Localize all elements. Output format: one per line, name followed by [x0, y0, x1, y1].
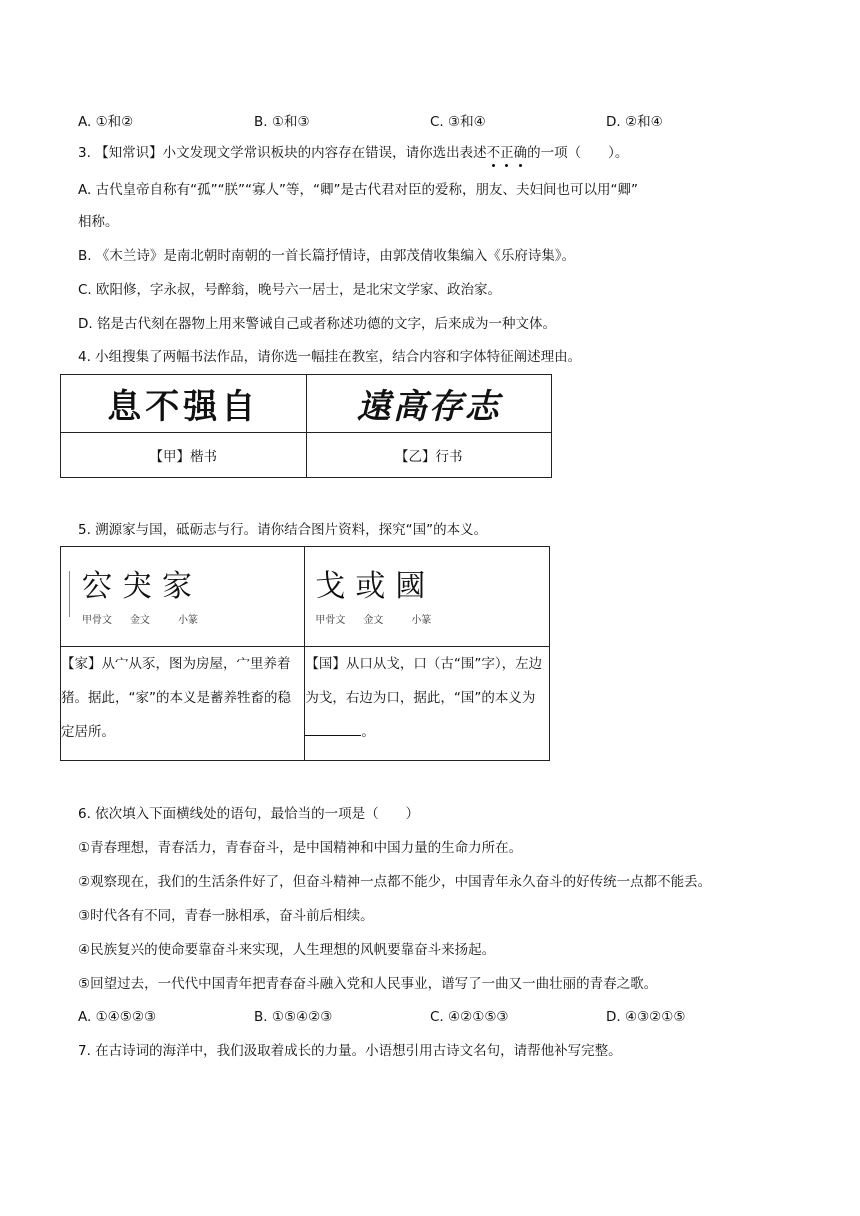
guo-meaning [305, 647, 550, 761]
script-labels [315, 611, 549, 626]
q3-option-c[interactable]: C. 欧阳修，字永叔，号醉翁，晚号六一居士，是北宋文学家、政治家。 [78, 282, 502, 298]
q3-option-b[interactable]: B. 《木兰诗》是南北朝时南朝的一首长篇抒情诗，由郭茂倩收集编入《乐府诗集》。 [78, 248, 576, 264]
q5-stem: 5. 溯源家与国，砥砺志与行。请你结合图片资料，探究“国”的本义。 [78, 522, 488, 538]
jia-evolution-cell [61, 547, 305, 647]
q6-sentence-4: ④民族复兴的使命要靠奋斗来实现，人生理想的风帆要靠奋斗来扬起。 [78, 942, 496, 958]
q6-option-c[interactable]: C. ④②①⑤③ [430, 1009, 509, 1025]
label-bronze: 金文 [363, 615, 384, 626]
q2-option-c[interactable]: C. ③和④ [430, 114, 486, 130]
jia-seal-glyphs: 㝐宊家 [82, 569, 202, 604]
label-bronze: 金文 [130, 615, 150, 626]
script-labels [82, 611, 226, 626]
q3-stem-end: 的一项（ ）。 [527, 145, 629, 161]
calligraphy-work-b: 遠高存志 [306, 375, 552, 433]
q2-option-d[interactable]: D. ②和④ [606, 114, 663, 130]
guo-meaning-end: 。 [361, 724, 375, 740]
calligraphy-work-a: 息不强自 [61, 375, 307, 433]
jia-meaning: 【家】从宀从豕，图为房屋，宀里养着猪。据此，“家”的本义是蓄养牲畜的稳定居所。 [61, 647, 305, 761]
emphasis-char: 不 [486, 145, 501, 161]
q3-stem [78, 143, 628, 163]
calligraphy-table [60, 374, 552, 478]
q6-option-d[interactable]: D. ④③②①⑤ [606, 1009, 686, 1025]
caption-a: 【甲】楷书 [61, 433, 307, 478]
q6-stem: 6. 依次填入下面横线处的语句，最恰当的一项是（ ） [78, 806, 420, 822]
q7-stem: 7. 在古诗词的海洋中，我们汲取着成长的力量。小语想引用古诗文名句，请帮他补写完整。 [78, 1043, 622, 1059]
answer-blank[interactable] [305, 723, 361, 736]
label-oracle: 甲骨文 [82, 615, 112, 626]
q6-sentence-3: ③时代各有不同，青春一脉相承，奋斗前后相续。 [78, 908, 374, 924]
q6-option-b[interactable]: B. ①⑤④②③ [254, 1009, 333, 1025]
emphasis-char: 正 [500, 145, 514, 161]
guo-evolution-cell [305, 547, 550, 647]
guo-seal-glyphs: 戈或國 [315, 569, 436, 604]
q6-sentence-5: ⑤回望过去，一代代中国青年把青春奋斗融入党和人民事业，谱写了一曲又一曲壮丽的青春之歌。 [78, 976, 658, 992]
guo-meaning-text: 【国】从口从戈，口（古“围”字），左边为戈，右边为口，据此，“国”的本义为 [305, 656, 543, 706]
caption-b: 【乙】行书 [306, 433, 552, 478]
label-seal: 小篆 [411, 615, 432, 626]
q6-sentence-2: ②观察现在，我们的生活条件好了，但奋斗精神一点都不能少，中国青年永久奋斗的好传统一点都不能丢。 [78, 874, 712, 890]
q6-sentence-1: ①青春理想，青春活力，青春奋斗，是中国精神和中国力量的生命力所在。 [78, 840, 523, 856]
q4-stem: 4. 小组搜集了两幅书法作品，请你选一幅挂在教室，结合内容和字体特征阐述理由。 [78, 349, 582, 365]
emphasis-char: 确 [513, 145, 528, 161]
q3-option-a[interactable]: A. 古代皇帝自称有“孤”“朕”“寡人”等，“卿”是古代君对臣的爱称，朋友、夫妇间也可以用“卿” [78, 182, 639, 198]
q3-option-a-cont: 相称。 [78, 214, 119, 230]
character-origin-table [60, 546, 550, 761]
q2-option-b[interactable]: B. ①和③ [254, 114, 310, 130]
q3-option-d[interactable]: D. 铭是古代刻在器物上用来警诫自己或者称述功德的文字，后来成为一种文体。 [78, 316, 556, 332]
q6-option-a[interactable]: A. ①④⑤②③ [78, 1009, 157, 1025]
q3-stem-text: 3. 【知常识】小文发现文学常识板块的内容存在错误，请你选出表述 [78, 145, 487, 161]
label-seal: 小篆 [178, 615, 198, 626]
label-oracle: 甲骨文 [315, 615, 346, 626]
q2-option-a[interactable]: A. ①和② [78, 114, 134, 130]
